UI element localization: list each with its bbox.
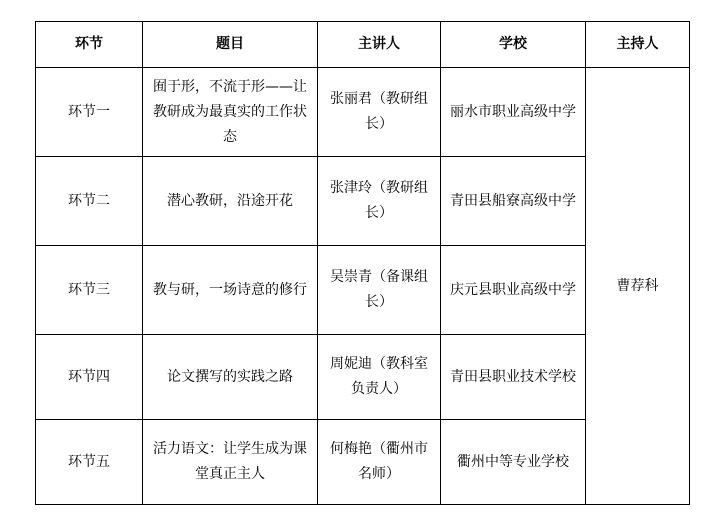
school-cell: 青田县船寮高级中学 bbox=[441, 157, 586, 246]
header-host: 主持人 bbox=[586, 22, 690, 68]
topic-cell: 教与研，一场诗意的修行 bbox=[143, 246, 318, 335]
speaker-cell: 周妮迪（教科室负责人） bbox=[318, 335, 441, 420]
host-cell: 曹荐科 bbox=[586, 68, 690, 505]
stage-cell: 环节一 bbox=[36, 68, 143, 157]
stage-cell: 环节五 bbox=[36, 420, 143, 505]
speaker-cell: 张丽君（教研组长） bbox=[318, 68, 441, 157]
stage-cell: 环节四 bbox=[36, 335, 143, 420]
topic-cell: 论文撰写的实践之路 bbox=[143, 335, 318, 420]
stage-cell: 环节三 bbox=[36, 246, 143, 335]
schedule-table bbox=[35, 21, 690, 505]
header-stage: 环节 bbox=[36, 22, 143, 68]
header-school: 学校 bbox=[441, 22, 586, 68]
speaker-cell: 吴崇青（备课组长） bbox=[318, 246, 441, 335]
speaker-cell: 何梅艳（衢州市名师） bbox=[318, 420, 441, 505]
speaker-cell: 张津玲（教研组长） bbox=[318, 157, 441, 246]
school-cell: 青田县职业技术学校 bbox=[441, 335, 586, 420]
stage-cell: 环节二 bbox=[36, 157, 143, 246]
topic-cell: 潜心教研，沿途开花 bbox=[143, 157, 318, 246]
topic-cell: 囿于形，不流于形——让教研成为最真实的工作状态 bbox=[143, 68, 318, 157]
school-cell: 衢州中等专业学校 bbox=[441, 420, 586, 505]
school-cell: 丽水市职业高级中学 bbox=[441, 68, 586, 157]
header-speaker: 主讲人 bbox=[318, 22, 441, 68]
table-row bbox=[36, 68, 690, 157]
school-cell: 庆元县职业高级中学 bbox=[441, 246, 586, 335]
header-topic: 题目 bbox=[143, 22, 318, 68]
header-row bbox=[36, 22, 690, 68]
topic-cell: 活力语文：让学生成为课堂真正主人 bbox=[143, 420, 318, 505]
